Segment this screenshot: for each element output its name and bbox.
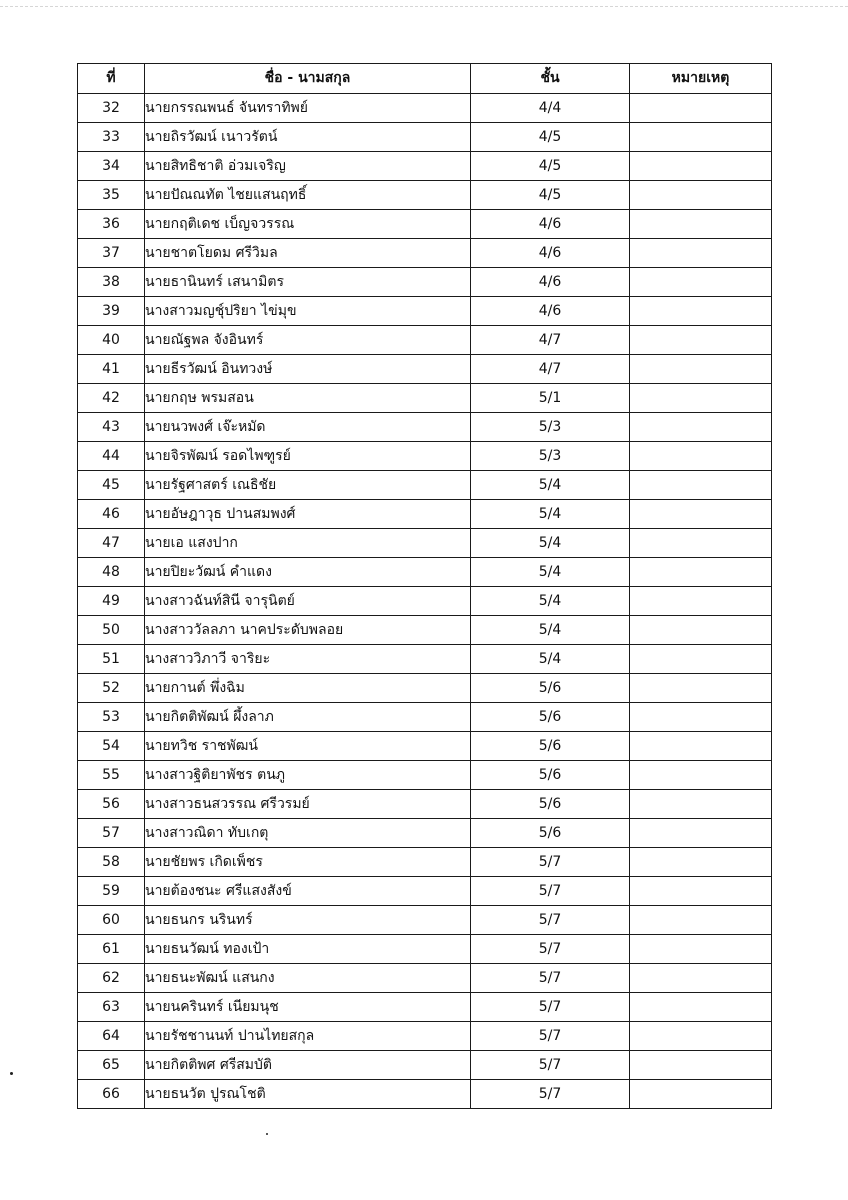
class-level: 4/5 [471,181,630,210]
student-name: นางสาวฉันท์สินี จารุนิตย์ [145,587,471,616]
table-row [78,964,772,993]
table-row [78,587,772,616]
student-name: นายกฤษ พรมสอน [145,384,471,413]
table-row [78,181,772,210]
class-level: 4/4 [471,94,630,123]
class-level: 5/4 [471,529,630,558]
student-name: นายนวพงศ์ เจ๊ะหมัด [145,413,471,442]
row-number: 49 [78,587,145,616]
row-number: 65 [78,1051,145,1080]
row-number: 53 [78,703,145,732]
row-number: 37 [78,239,145,268]
class-level: 4/7 [471,326,630,355]
remark [630,152,772,181]
student-name: นางสาวฐิติยาพัชร ตนภู [145,761,471,790]
row-number: 54 [78,732,145,761]
row-number: 42 [78,384,145,413]
student-name: นายเอ แสงปาก [145,529,471,558]
row-number: 51 [78,645,145,674]
student-name: นางสาววิภาวี จาริยะ [145,645,471,674]
row-number: 33 [78,123,145,152]
table-row [78,732,772,761]
remark [630,1080,772,1109]
row-number: 35 [78,181,145,210]
class-level: 4/5 [471,123,630,152]
table-row [78,993,772,1022]
row-number: 60 [78,906,145,935]
student-name: นายจิรพัฒน์ รอดไพฑูรย์ [145,442,471,471]
table-row [78,703,772,732]
class-level: 5/4 [471,500,630,529]
class-level: 5/4 [471,471,630,500]
remark [630,297,772,326]
row-number: 45 [78,471,145,500]
class-level: 4/6 [471,297,630,326]
scan-speck [10,1072,13,1075]
class-level: 5/4 [471,558,630,587]
row-number: 32 [78,94,145,123]
student-name: นายกรรณพนธ์ จันทราทิพย์ [145,94,471,123]
header-row [78,64,772,94]
remark [630,761,772,790]
class-level: 5/3 [471,442,630,471]
row-number: 40 [78,326,145,355]
class-level: 5/1 [471,384,630,413]
class-level: 5/7 [471,964,630,993]
table-row [78,645,772,674]
class-level: 5/6 [471,761,630,790]
class-level: 5/6 [471,819,630,848]
remark [630,529,772,558]
header-no: ที่ [78,64,145,94]
remark [630,703,772,732]
table-row [78,326,772,355]
student-name: นายทวิช ราชพัฒน์ [145,732,471,761]
remark [630,964,772,993]
remark [630,384,772,413]
header-note: หมายเหตุ [630,64,772,94]
row-number: 57 [78,819,145,848]
table-row [78,471,772,500]
class-level: 4/6 [471,239,630,268]
table-row [78,1051,772,1080]
row-number: 62 [78,964,145,993]
table-row [78,1022,772,1051]
table-row [78,152,772,181]
table-row [78,761,772,790]
row-number: 47 [78,529,145,558]
remark [630,442,772,471]
table-row [78,848,772,877]
student-name: นายกานต์ พึ่งฉิม [145,674,471,703]
row-number: 52 [78,674,145,703]
row-number: 66 [78,1080,145,1109]
row-number: 38 [78,268,145,297]
table-row [78,877,772,906]
row-number: 36 [78,210,145,239]
row-number: 39 [78,297,145,326]
class-level: 5/7 [471,935,630,964]
student-name: นายธนกร นรินทร์ [145,906,471,935]
class-level: 5/7 [471,1051,630,1080]
student-name: นายถิรวัฒน์ เนาวรัตน์ [145,123,471,152]
row-number: 50 [78,616,145,645]
student-name: นายสิทธิชาติ อ่วมเจริญ [145,152,471,181]
row-number: 48 [78,558,145,587]
student-name: นางสาววัลลภา นาคประดับพลอย [145,616,471,645]
class-level: 5/4 [471,645,630,674]
class-level: 4/6 [471,210,630,239]
table-row [78,297,772,326]
remark [630,413,772,442]
student-name: นายรัฐศาสตร์ เณธิชัย [145,471,471,500]
remark [630,1051,772,1080]
scan-speck [266,1133,268,1135]
student-name: นายกิตติพศ ศรีสมบัติ [145,1051,471,1080]
remark [630,587,772,616]
remark [630,877,772,906]
class-level: 5/3 [471,413,630,442]
scan-edge-line [0,6,848,7]
row-number: 34 [78,152,145,181]
student-name: นางสาวธนสวรรณ ศรีวรมย์ [145,790,471,819]
table-row [78,210,772,239]
student-name: นางสาวมญชุ์ปริยา ไข่มุข [145,297,471,326]
row-number: 63 [78,993,145,1022]
row-number: 44 [78,442,145,471]
class-level: 5/6 [471,703,630,732]
table-row [78,790,772,819]
remark [630,355,772,384]
remark [630,645,772,674]
class-level: 5/4 [471,616,630,645]
student-name: นายกิตติพัฒน์ ผึ้งลาภ [145,703,471,732]
remark [630,123,772,152]
table-row [78,94,772,123]
row-number: 64 [78,1022,145,1051]
table-row [78,268,772,297]
class-level: 5/7 [471,848,630,877]
student-name: นายชัยพร เกิดเพ็ชร [145,848,471,877]
remark [630,326,772,355]
remark [630,210,772,239]
student-name: นายธนะพัฒน์ แสนกง [145,964,471,993]
student-name: นายธานินทร์ เสนามิตร [145,268,471,297]
table-row [78,123,772,152]
class-level: 5/6 [471,790,630,819]
remark [630,239,772,268]
remark [630,993,772,1022]
table-row [78,384,772,413]
row-number: 61 [78,935,145,964]
table-header [78,64,772,94]
remark [630,906,772,935]
row-number: 59 [78,877,145,906]
header-name: ชื่อ - นามสกุล [145,64,471,94]
row-number: 56 [78,790,145,819]
student-name: นายธนวัฒน์ ทองเป้า [145,935,471,964]
class-level: 4/6 [471,268,630,297]
remark [630,500,772,529]
remark [630,935,772,964]
table-row [78,442,772,471]
row-number: 43 [78,413,145,442]
row-number: 41 [78,355,145,384]
student-name: นายรัชชานนท์ ปานไทยสกุล [145,1022,471,1051]
remark [630,732,772,761]
student-roster-table [77,63,772,1109]
remark [630,94,772,123]
student-name: นายปิยะวัฒน์ คำแดง [145,558,471,587]
student-name: นายต้องชนะ ศรีแสงสังข์ [145,877,471,906]
remark [630,616,772,645]
class-level: 5/7 [471,906,630,935]
student-name: นายชาตโยดม ศรีวิมล [145,239,471,268]
student-name: นายปัณณทัต ไชยแสนฤทธิ์ [145,181,471,210]
class-level: 5/4 [471,587,630,616]
row-number: 58 [78,848,145,877]
student-name: นายณัฐพล จังอินทร์ [145,326,471,355]
class-level: 5/6 [471,674,630,703]
remark [630,674,772,703]
student-name: นายกฤติเดช เบ็ญจวรรณ [145,210,471,239]
table-row [78,1080,772,1109]
table-row [78,500,772,529]
table-row [78,616,772,645]
table-row [78,674,772,703]
class-level: 5/6 [471,732,630,761]
table-row [78,935,772,964]
row-number: 46 [78,500,145,529]
row-number: 55 [78,761,145,790]
student-name: นายนครินทร์ เนียมนุช [145,993,471,1022]
class-level: 5/7 [471,1022,630,1051]
table-row [78,355,772,384]
table-row [78,558,772,587]
remark [630,181,772,210]
remark [630,819,772,848]
remark [630,848,772,877]
table-body [78,94,772,1109]
student-name: นายอัษฎาวุธ ปานสมพงศ์ [145,500,471,529]
remark [630,471,772,500]
remark [630,268,772,297]
table-row [78,906,772,935]
table-row [78,413,772,442]
remark [630,1022,772,1051]
student-name: นายธนวัต ปูรณโชติ [145,1080,471,1109]
class-level: 4/7 [471,355,630,384]
class-level: 5/7 [471,877,630,906]
table-row [78,529,772,558]
remark [630,558,772,587]
remark [630,790,772,819]
student-name: นางสาวณิดา ทับเกตุ [145,819,471,848]
header-class: ชั้น [471,64,630,94]
class-level: 5/7 [471,1080,630,1109]
class-level: 5/7 [471,993,630,1022]
table-row [78,239,772,268]
student-name: นายธีรวัฒน์ อินทวงษ์ [145,355,471,384]
table-row [78,819,772,848]
class-level: 4/5 [471,152,630,181]
